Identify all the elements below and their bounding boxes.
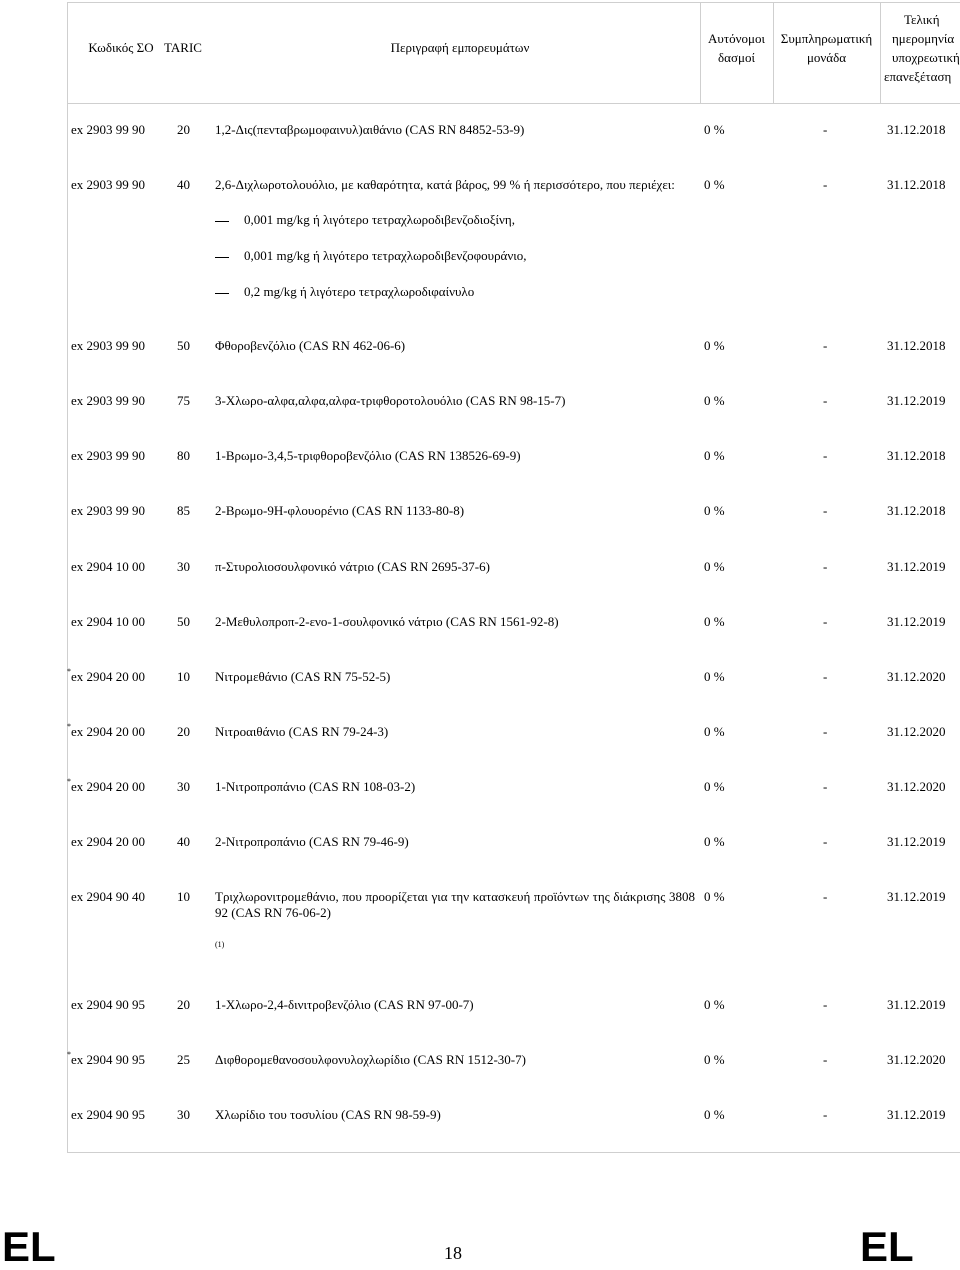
header-review-date: Τελική ημερομηνία υποχρεωτική επανεξέταση	[884, 12, 960, 84]
cn-code: ex 2904 10 00	[71, 614, 146, 629]
cn-code: ex 2903 99 90	[71, 448, 146, 463]
supplementary-unit: -	[823, 448, 828, 463]
duty-rate: 0 %	[704, 724, 725, 739]
cn-code: ex 2903 99 90	[71, 177, 146, 192]
duty-rate: 0 %	[704, 122, 725, 137]
taric-code: 20	[177, 122, 190, 137]
header-cn-code: Κωδικός ΣΟ	[88, 40, 154, 55]
table-border-top	[67, 2, 960, 3]
subitem: 0,2 mg/kg ή λιγότερο τετραχλωροδιφαίνυλο	[215, 284, 474, 300]
cn-code: ex 2904 20 00	[71, 724, 146, 739]
dash-icon	[215, 221, 229, 222]
duty-rate: 0 %	[704, 338, 725, 353]
header-taric: TARIC	[164, 40, 202, 55]
goods-description: 1-Βρωμο-3,4,5-τριφθοροβενζόλιο (CAS RN 138526-69-9)	[215, 448, 521, 463]
taric-code: 25	[177, 1052, 190, 1067]
cn-code: ex 2903 99 90	[71, 122, 146, 137]
review-date: 31.12.2019	[887, 834, 946, 849]
duty-rate: 0 %	[704, 889, 725, 904]
taric-code: 50	[177, 614, 190, 629]
supplementary-unit: -	[823, 614, 828, 629]
supplementary-unit: -	[823, 122, 828, 137]
cn-code: ex 2904 20 00	[71, 834, 146, 849]
goods-description: 2-Μεθυλοπροπ-2-ενο-1-σουλφονικό νάτριο (CAS RN 1561-92-8)	[215, 614, 559, 629]
supplementary-unit: -	[823, 559, 828, 574]
taric-code: 30	[177, 559, 190, 574]
goods-description: 2,6-Διχλωροτολουόλιο, με καθαρότητα, κατά βάρος, 99 % ή περισσότερο, που περιέχει:	[215, 177, 675, 192]
duty-rate: 0 %	[704, 779, 725, 794]
header-supplementary-unit: Συμπληρωματική μονάδα	[780, 31, 873, 65]
taric-code: 85	[177, 503, 190, 518]
review-date: 31.12.2020	[887, 779, 946, 794]
footer-language-right: EL	[860, 1223, 914, 1270]
supplementary-unit: -	[823, 503, 828, 518]
cn-code: ex 2904 20 00	[71, 779, 146, 794]
duty-rate: 0 %	[704, 393, 725, 408]
header-duty: Αυτόνομοι δασμοί	[708, 31, 765, 65]
table-border-bottom	[67, 1152, 960, 1153]
taric-code: 40	[177, 834, 190, 849]
cn-code: ex 2903 99 90	[71, 338, 146, 353]
duty-rate: 0 %	[704, 1107, 725, 1122]
review-date: 31.12.2018	[887, 338, 946, 353]
review-date: 31.12.2018	[887, 122, 946, 137]
duty-rate: 0 %	[704, 448, 725, 463]
goods-description: 3-Χλωρο-αλφα,αλφα,αλφα-τριφθοροτολουόλιο (CAS RN 98-15-7)	[215, 393, 566, 408]
subitem: 0,001 mg/kg ή λιγότερο τετραχλωροδιβενζοδιοξίνη,	[215, 212, 515, 228]
review-date: 31.12.2020	[887, 724, 946, 739]
duty-rate: 0 %	[704, 669, 725, 684]
duty-rate: 0 %	[704, 559, 725, 574]
asterisk-marker: *	[67, 667, 71, 676]
taric-code: 20	[177, 724, 190, 739]
review-date: 31.12.2019	[887, 559, 946, 574]
supplementary-unit: -	[823, 1107, 828, 1122]
supplementary-unit: -	[823, 779, 828, 794]
goods-description: Διφθορομεθανοσουλφονυλοχλωρίδιο (CAS RN 1512-30-7)	[215, 1052, 526, 1067]
review-date: 31.12.2019	[887, 614, 946, 629]
review-date: 31.12.2018	[887, 448, 946, 463]
cn-code: ex 2903 99 90	[71, 393, 146, 408]
supplementary-unit: -	[823, 393, 828, 408]
supplementary-unit: -	[823, 338, 828, 353]
dash-icon	[215, 257, 229, 258]
taric-code: 30	[177, 1107, 190, 1122]
header-description: Περιγραφή εμπορευμάτων	[390, 40, 530, 55]
goods-description: 1-Νιτροπροπάνιο (CAS RN 108-03-2)	[215, 779, 416, 794]
supplementary-unit: -	[823, 669, 828, 684]
page-number: 18	[444, 1243, 462, 1263]
duty-rate: 0 %	[704, 997, 725, 1012]
taric-code: 30	[177, 779, 190, 794]
taric-code: 80	[177, 448, 190, 463]
taric-code: 50	[177, 338, 190, 353]
cn-code: ex 2903 99 90	[71, 503, 146, 518]
duty-rate: 0 %	[704, 503, 725, 518]
duty-rate: 0 %	[704, 177, 725, 192]
goods-description: Νιτρομεθάνιο (CAS RN 75-52-5)	[215, 669, 391, 684]
taric-code: 10	[177, 669, 190, 684]
supplementary-unit: -	[823, 834, 828, 849]
asterisk-marker: *	[67, 722, 71, 731]
supplementary-unit: -	[823, 997, 828, 1012]
duty-rate: 0 %	[704, 1052, 725, 1067]
cn-code: ex 2904 10 00	[71, 559, 146, 574]
goods-description: 1-Χλωρο-2,4-δινιτροβενζόλιο (CAS RN 97-00-7)	[215, 997, 474, 1012]
cn-code: ex 2904 20 00	[71, 669, 146, 684]
asterisk-marker: *	[67, 777, 71, 786]
subitem: 0,001 mg/kg ή λιγότερο τετραχλωροδιβενζοφουράνιο,	[215, 248, 527, 264]
cn-code: ex 2904 90 95	[71, 1052, 146, 1067]
goods-description: Χλωρίδιο του τοσυλίου (CAS RN 98-59-9)	[215, 1107, 441, 1122]
goods-description: 2-Βρωμο-9Η-φλουορένιο (CAS RN 1133-80-8)	[215, 503, 465, 518]
asterisk-marker: *	[67, 1050, 71, 1059]
cn-code: ex 2904 90 40	[71, 889, 146, 904]
review-date: 31.12.2019	[887, 889, 946, 904]
taric-code: 10	[177, 889, 190, 904]
review-date: 31.12.2018	[887, 177, 946, 192]
footer-language-left: EL	[2, 1223, 56, 1270]
review-date: 31.12.2019	[887, 1107, 946, 1122]
supplementary-unit: -	[823, 177, 828, 192]
footnote-reference: (1)	[215, 940, 225, 949]
review-date: 31.12.2020	[887, 669, 946, 684]
review-date: 31.12.2018	[887, 503, 946, 518]
goods-description: π-Στυρολιοσουλφονικό νάτριο (CAS RN 2695-37-6)	[215, 559, 490, 574]
cn-code: ex 2904 90 95	[71, 997, 146, 1012]
review-date: 31.12.2019	[887, 997, 946, 1012]
dash-icon	[215, 293, 229, 294]
goods-description: 1,2-Δις(πενταβρωμοφαινυλ)αιθάνιο (CAS RN 84852-53-9)	[215, 122, 525, 137]
supplementary-unit: -	[823, 1052, 828, 1067]
goods-description: Φθοροβενζόλιο (CAS RN 462-06-6)	[215, 338, 406, 353]
review-date: 31.12.2019	[887, 393, 946, 408]
cn-code: ex 2904 90 95	[71, 1107, 146, 1122]
goods-description: Νιτροαιθάνιο (CAS RN 79-24-3)	[215, 724, 389, 739]
supplementary-unit: -	[823, 889, 828, 904]
header-separator	[67, 103, 960, 104]
duty-rate: 0 %	[704, 614, 725, 629]
goods-description: 2-Νιτροπροπάνιο (CAS RN 79-46-9)	[215, 834, 409, 849]
taric-code: 75	[177, 393, 190, 408]
goods-description: Τριχλωρονιτρομεθάνιο, που προορίζεται για την κατασκευή προϊόντων της διάκρισης 3808 92 (CAS RN 76-06-2)	[215, 889, 695, 920]
taric-code: 20	[177, 997, 190, 1012]
supplementary-unit: -	[823, 724, 828, 739]
taric-code: 40	[177, 177, 190, 192]
table-border-left	[67, 2, 68, 1153]
duty-rate: 0 %	[704, 834, 725, 849]
review-date: 31.12.2020	[887, 1052, 946, 1067]
